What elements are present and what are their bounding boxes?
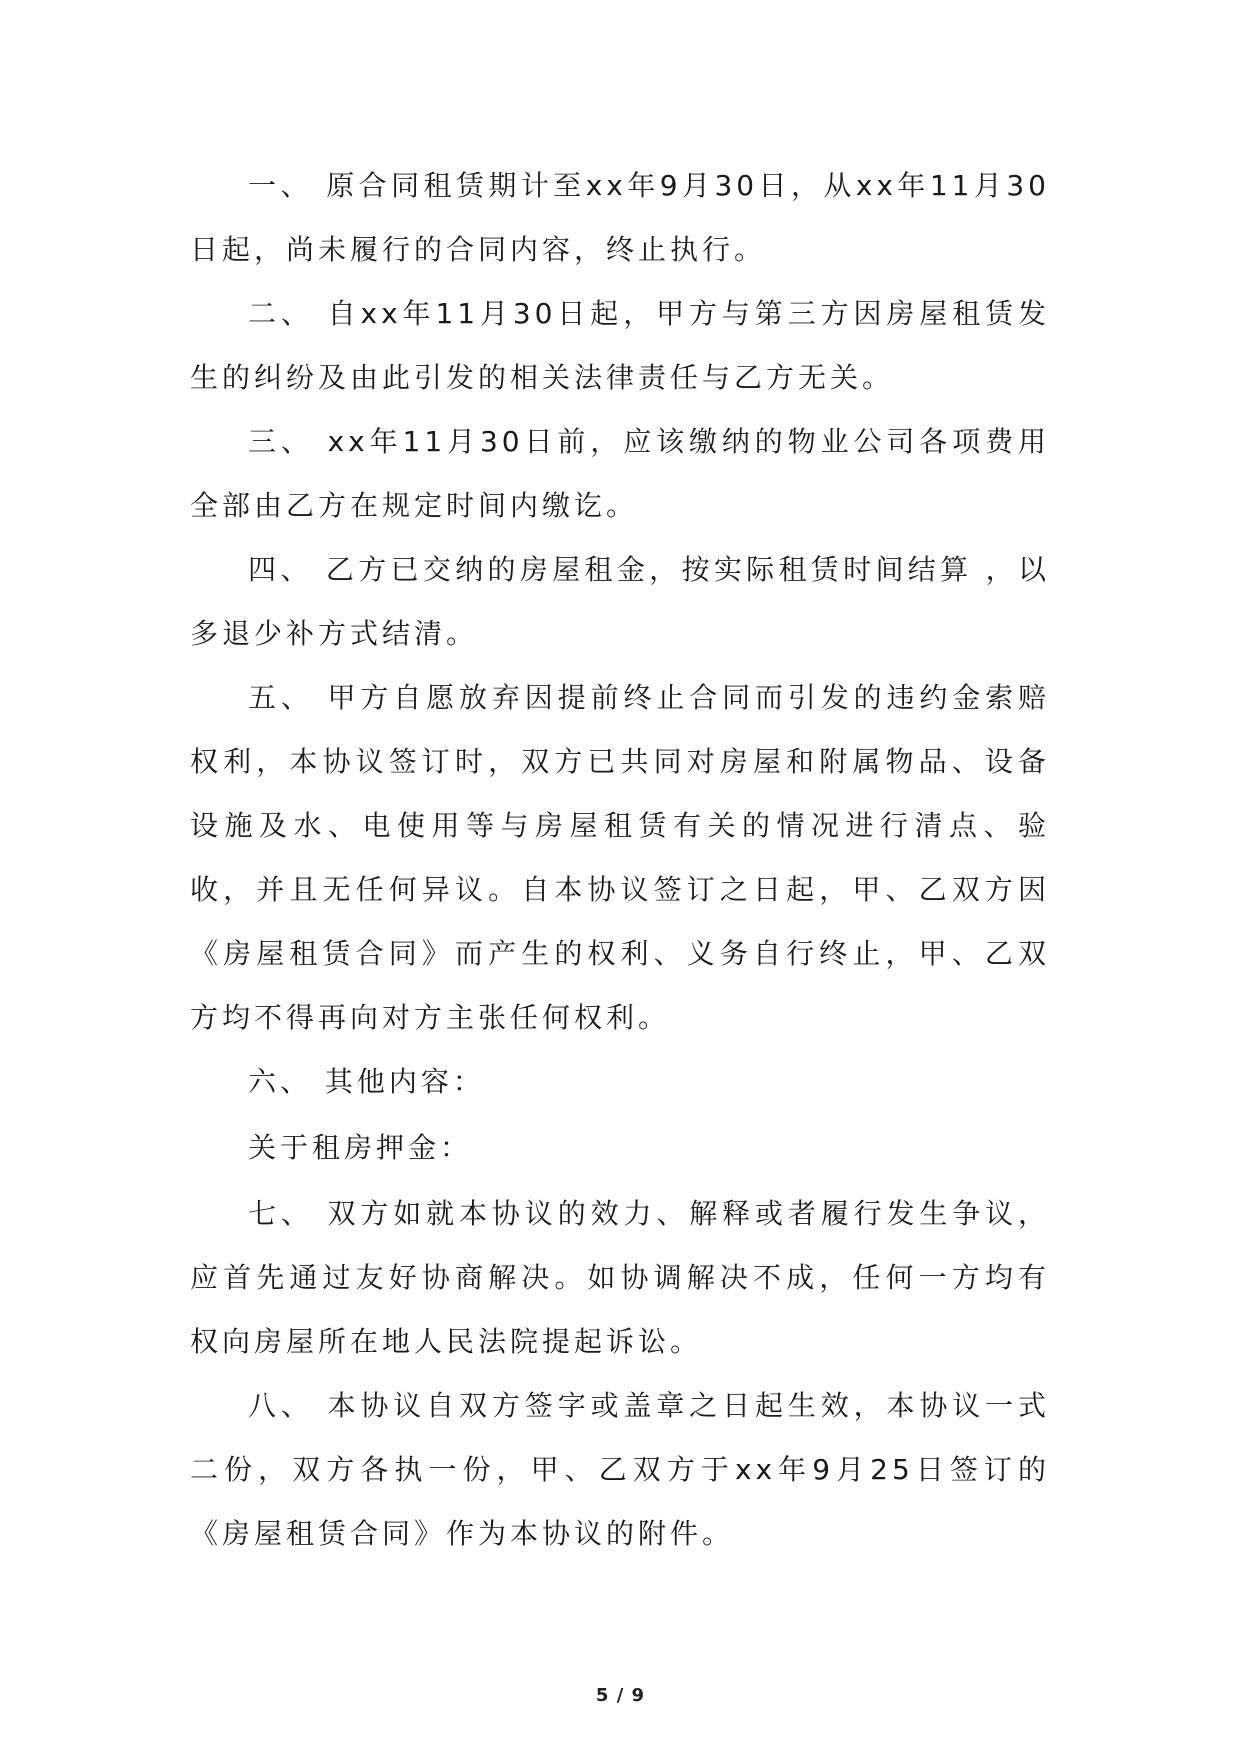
clause-5: 五、 甲方自愿放弃因提前终止合同而引发的违约金索赔权利，本协议签订时，双方已共同对房屋和附属物品、设备设施及水、电使用等与房屋租赁有关的情况进行清点、验收，并且无任何异议。自本协议签订之日起，甲、乙双方因《房屋租赁合同》而产生的权利、义务自行终止，甲、乙双方均不得再向对方主张任何权利。: [190, 681, 1050, 1034]
document-body: [190, 154, 1050, 1566]
clause-4: 四、 乙方已交纳的房屋租金，按实际租赁时间结算 ，以多退少补方式结清。: [190, 553, 1050, 650]
clause-2: 二、 自xx年11月30日起，甲方与第三方因房屋租赁发生的纠纷及由此引发的相关法律责任与乙方无关。: [190, 297, 1050, 394]
clause-7: 七、 双方如就本协议的效力、解释或者履行发生争议，应首先通过友好协商解决。如协调解决不成，任何一方均有权向房屋所在地人民法院提起诉讼。: [190, 1197, 1050, 1358]
clause-6: 六、 其他内容：: [248, 1065, 485, 1098]
clause-8: 八、 本协议自双方签字或盖章之日起生效，本协议一式二份，双方各执一份，甲、乙双方于xx年9月25日签订的《房屋租赁合同》作为本协议的附件。: [190, 1389, 1050, 1550]
page-number: 5 / 9: [595, 1685, 646, 1706]
clause-3: 三、 xx年11月30日前，应该缴纳的物业公司各项费用全部由乙方在规定时间内缴讫。: [190, 425, 1050, 522]
clause-1: 一、 原合同租赁期计至xx年9月30日，从xx年11月30日起，尚未履行的合同内容，终止执行。: [190, 169, 1050, 266]
deposit-heading: 关于租房押金：: [248, 1131, 473, 1164]
